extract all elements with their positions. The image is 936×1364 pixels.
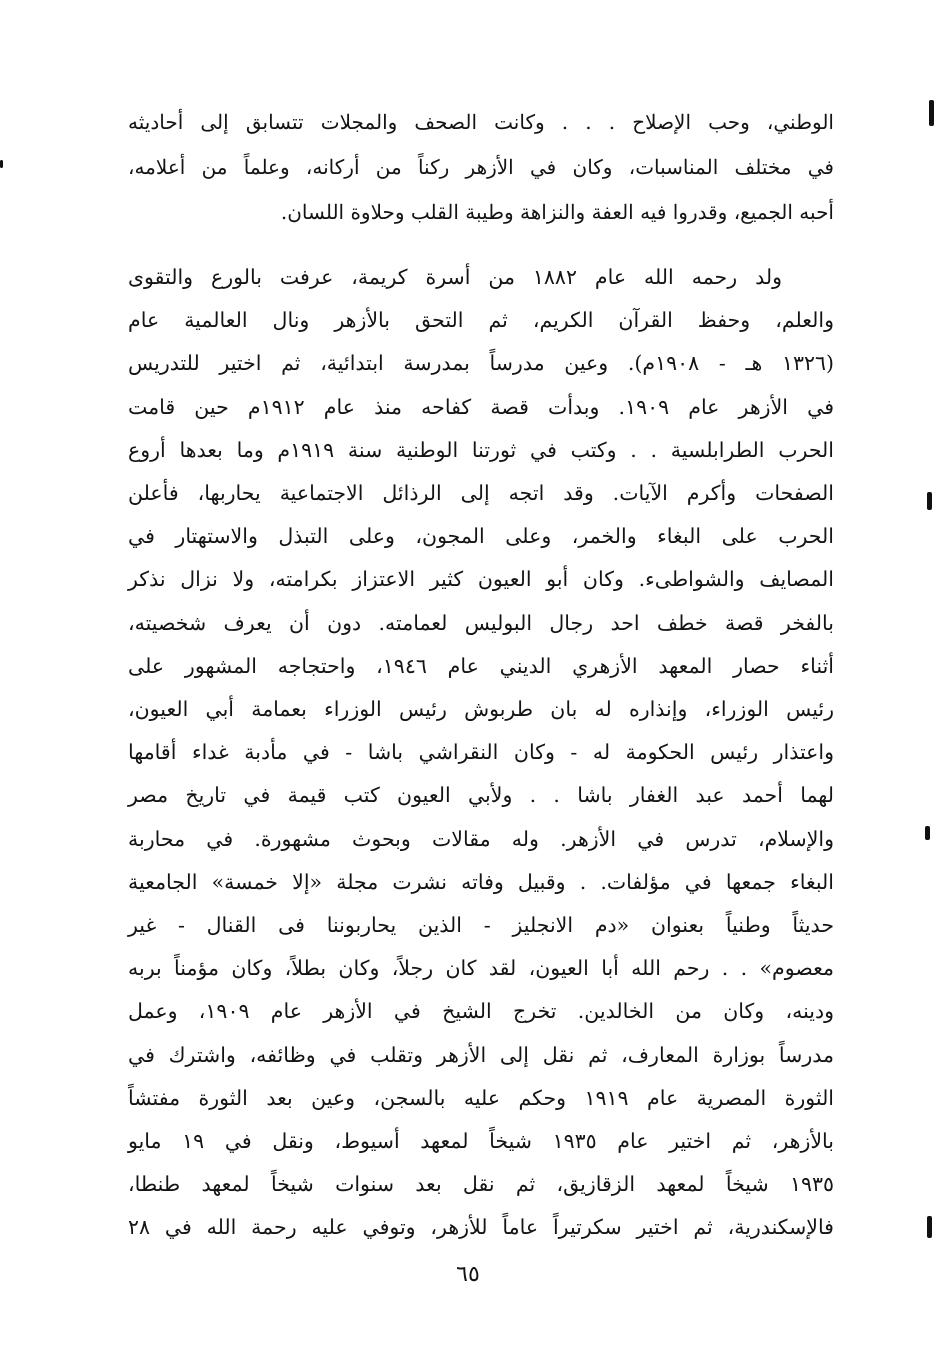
- text-line: أثناء حصار المعهد الأزهري الديني عام ١٩٤٦، واحتجاجه المشهور على: [128, 653, 834, 678]
- text-line: ودينه، وكان من الخالدين. تخرج الشيخ في الأزهر عام ١٩٠٩، وعمل: [128, 999, 834, 1024]
- margin-scan-mark: [927, 492, 932, 510]
- page-number: ٦٥: [456, 1262, 480, 1287]
- text-line: الحرب على البغاء والخمر، وعلى المجون، وعلى التبذل والاستهتار في: [128, 524, 834, 549]
- text-line: والعلم، وحفظ القرآن الكريم، ثم التحق بالأزهر ونال العالمية عام: [128, 308, 834, 333]
- text-line: معصوم» . . رحم الله أبا العيون، لقد كان رجلاً، وكان بطلاً، وكان مؤمناً بربه: [128, 956, 834, 981]
- text-line: الحرب الطرابلسية . . وكتب في ثورتنا الوطنية سنة ١٩١٩م وما بعدها أروع: [128, 437, 834, 462]
- text-line: والإسلام، تدرس في الأزهر. وله مقالات وبحوث مشهورة. في محاربة: [128, 826, 834, 851]
- text-line: (١٣٢٦ هـ - ١٩٠٨م). وعين مدرساً بمدرسة ابتدائية، ثم اختير للتدريس: [128, 351, 835, 376]
- paragraph-intro-continuation: [128, 100, 834, 235]
- text-line: مدرساً بوزارة المعارف، ثم نقل إلى الأزهر وتقلب في وظائفه، واشترك في: [128, 1042, 834, 1067]
- text-line: حديثاً وطنياً بعنوان «دم الانجليز - الذين يحاربوننا فى القنال - غير: [128, 913, 834, 938]
- text-line: الوطني، وحب الإصلاح . . . وكانت الصحف والمجلات تتسابق إلى أحاديثه: [128, 110, 834, 134]
- margin-scan-mark: [925, 826, 930, 840]
- text-line: الثورة المصرية عام ١٩١٩ وحكم عليه بالسجن، وعين بعد الثورة مفتشاً: [128, 1085, 835, 1110]
- text-line: فالإسكندرية، ثم اختير سكرتيراً عاماً للأزهر، وتوفي عليه رحمة الله في ٢٨: [128, 1215, 834, 1240]
- text-line: في الأزهر عام ١٩٠٩. وبدأت قصة كفاحه منذ عام ١٩١٢م حين قامت: [128, 394, 834, 419]
- margin-scan-mark: [927, 1216, 932, 1238]
- text-line: رئيس الوزراء، وإنذاره له بان طربوش رئيس الوزراء بعمامة أبي العيون،: [128, 697, 834, 722]
- text-line: أحبه الجميع، وقدروا فيه العفة والنزاهة وطيبة القلب وحلاوة اللسان.: [280, 200, 834, 224]
- text-line: بالأزهر، ثم اختير عام ١٩٣٥ شيخاً لمعهد أسيوط، ونقل في ١٩ مايو: [128, 1129, 834, 1154]
- paragraph-biography: [128, 256, 834, 1250]
- margin-scan-mark: [929, 100, 934, 126]
- text-line: ١٩٣٥ شيخاً لمعهد الزقازيق، ثم نقل بعد سنوات شيخاً لمعهد طنطا،: [128, 1172, 834, 1197]
- text-line: لهما أحمد عبد الغفار باشا . . ولأبي العيون كتب قيمة في تاريخ مصر: [128, 783, 834, 808]
- text-line: واعتذار رئيس الحكومة له - وكان النقراشي باشا - في مأدبة غداء أقامها: [128, 740, 834, 765]
- text-line: المصايف والشواطىء. وكان أبو العيون كثير الاعتزاز بكرامته، ولا نزال نذكر: [128, 567, 834, 592]
- text-line: البغاء جمعها في مؤلفات. . وقبيل وفاته نشرت مجلة «إلا خمسة» الجامعية: [128, 869, 834, 894]
- text-line: الصفحات وأكرم الآيات. وقد اتجه إلى الرذائل الاجتماعية يحاربها، فأعلن: [128, 481, 834, 506]
- text-line: في مختلف المناسبات، وكان في الأزهر ركناً من أركانه، وعلماً من أعلامه،: [128, 155, 834, 179]
- text-line: بالفخر قصة خطف احد رجال البوليس لعمامته. دون أن يعرف شخصيته،: [128, 610, 834, 635]
- margin-scan-mark: [0, 160, 3, 168]
- text-line: ولد رحمه الله عام ١٨٨٢ من أسرة كريمة، عرفت بالورع والتقوى: [128, 265, 782, 289]
